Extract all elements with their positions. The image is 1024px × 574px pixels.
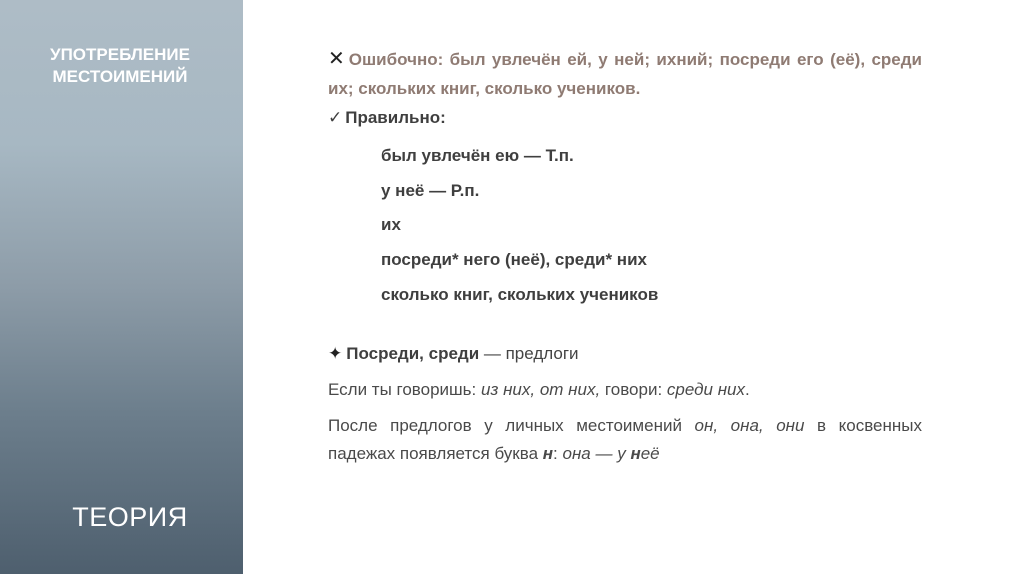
explanation-text: в косвенных падежах появляется буква <box>328 416 922 463</box>
wrong-usage-paragraph <box>328 45 922 103</box>
section-label: ТЕОРИЯ <box>72 502 188 532</box>
explanation-letter: н <box>542 444 554 463</box>
tip-rule-text: говори: <box>600 380 667 399</box>
example-item: у неё — Р.п. <box>381 181 480 200</box>
explanation-text: : <box>553 444 563 463</box>
cross-icon: ✕ <box>328 48 345 70</box>
explanation-italic: он, она, они <box>694 416 805 435</box>
tip-heading <box>328 344 579 364</box>
example-item: был увлечён ею — Т.п. <box>381 146 574 165</box>
tip-rule-italic: из них, от них, <box>480 380 601 399</box>
tip-explanation-paragraph <box>328 412 922 468</box>
example-item: посреди* него (неё), среди* них <box>381 250 647 269</box>
explanation-letter: н <box>630 444 641 463</box>
tip-heading-rest: — предлоги <box>479 344 579 363</box>
example-item: сколько книг, скольких учеников <box>381 285 659 304</box>
slide-title-line2: МЕСТОИМЕНИЙ <box>52 67 188 86</box>
tip-rule-italic: среди них <box>666 380 746 399</box>
check-icon: ✓ <box>328 108 343 127</box>
slide-title-line1: УПОТРЕБЛЕНИЕ <box>50 45 190 64</box>
wrong-usage-text: Ошибочно: был увлечён ей, у ней; ихний; посреди его (её), среди их; скольких книг, сколько учеников. <box>328 50 922 98</box>
example-item: их <box>381 215 401 234</box>
tip-rule-line <box>328 380 750 400</box>
slide-title <box>20 44 220 88</box>
tip-heading-bold: Посреди, среди <box>346 344 480 363</box>
correct-heading <box>328 108 446 128</box>
correct-heading-text: Правильно: <box>345 108 446 127</box>
sparkle-icon: ✦ <box>328 344 343 363</box>
tip-rule-text: . <box>745 380 750 399</box>
sidebar-panel <box>0 0 243 574</box>
explanation-italic: её <box>640 444 660 463</box>
explanation-italic: она — у <box>562 444 631 463</box>
explanation-text: После предлогов у личных местоимений <box>328 416 695 435</box>
tip-rule-text: Если ты говоришь: <box>328 380 481 399</box>
